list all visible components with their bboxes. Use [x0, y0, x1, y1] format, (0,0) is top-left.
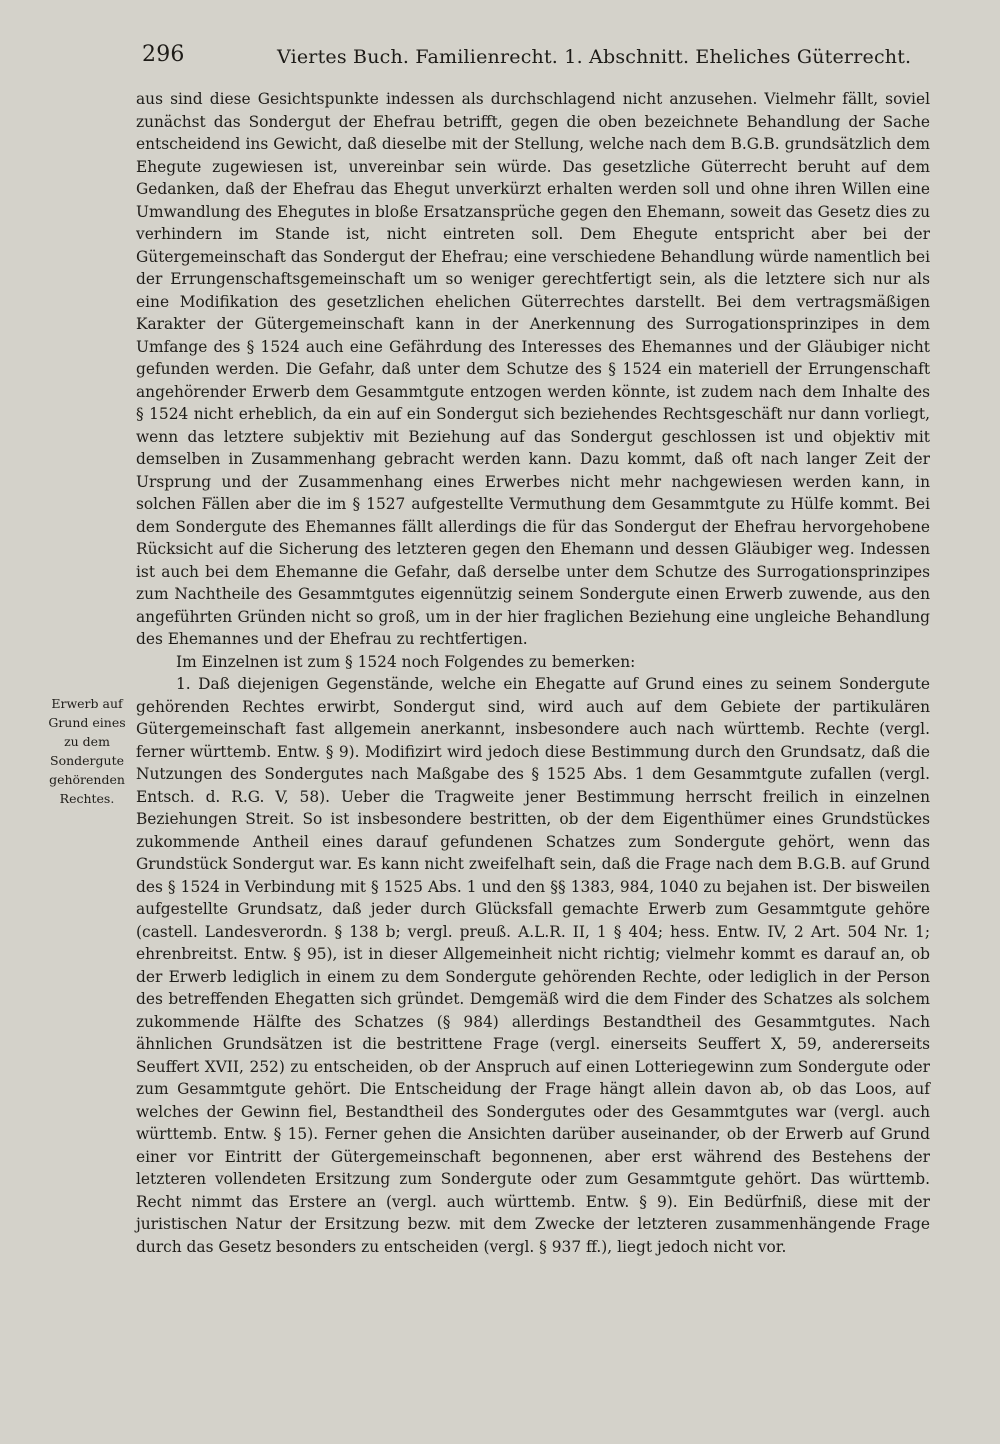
margin-note: Erwerb auf Grund eines zu dem Sondergute gehörenden Rechtes.: [48, 696, 126, 806]
body-text: [136, 88, 930, 1258]
running-head: [142, 42, 912, 74]
running-title: Viertes Buch. Familienrecht. 1. Abschnitt. Eheliches Güterrecht.: [277, 46, 912, 68]
paragraph-intro: Im Einzelnen ist zum § 1524 noch Folgendes zu bemerken:: [176, 652, 636, 671]
page-number: 296: [142, 42, 185, 67]
paragraph-point-1: 1. Daß diejenigen Gegenstände, welche ein Ehegatte auf Grund eines zu seinem Sondergute gehörenden Rechtes erwirbt, Sondergut sind, wird auch auf dem Gebiete der partikulären Gütergemeinschaft fast allgemein anerkannt, insbesondere auch nach württemb. Rechte (vergl. ferner württemb. Entw. § 9). Modifizirt wird jedoch diese Bestimmung durch den Grundsatz, daß die Nutzungen des Sondergutes nach Maßgabe des § 1525 Abs. 1 dem Gesammtgute zufallen (vergl. Entsch. d. R.G. V, 58). Ueber die Tragweite jener Bestimmung herrscht freilich in einzelnen Beziehungen Streit. So ist insbesondere bestritten, ob der dem Eigenthümer eines Grundstückes zukommende Antheil eines darauf gefundenen Schatzes zum Sondergute gehört, wenn das Grundstück Sondergut war. Es kann nicht zweifelhaft sein, daß die Frage nach dem B.G.B. auf Grund des § 1524 in Verbindung mit § 1525 Abs. 1 und den §§ 1383, 984, 1040 zu bejahen ist. Der bisweilen aufgestellte Grundsatz, daß jeder durch Glücksfall gemachte Erwerb zum Gesammtgute gehöre (castell. Landesverordn. § 138 b; vergl. preuß. A.L.R. II, 1 § 404; hess. Entw. IV, 2 Art. 504 Nr. 1; ehrenbreitst. Entw. § 95), ist in dieser Allgemeinheit nicht richtig; vielmehr kommt es darauf an, ob der Erwerb lediglich in einem zu dem Sondergute gehörenden Rechte, oder lediglich in der Person des betreffenden Ehegatten sich gründet. Demgemäß wird die dem Finder des Schatzes als solchem zukommende Hälfte des Schatzes (§ 984) allerdings Bestandtheil des Gesammtgutes. Nach ähnlichen Grundsätzen ist die bestrittene Frage (vergl. einerseits Seuffert X, 59, andererseits Seuffert XVII, 252) zu entscheiden, ob der Anspruch auf einen Lotteriegewinn zum Sondergute oder zum Gesammtgute gehört. Die Entscheidung der Frage hängt allein davon ab, ob das Loos, auf welches der Gewinn fiel, Bestandtheil des Sondergutes oder des Gesammtgutes war (vergl. auch württemb. Entw. § 15). Ferner gehen die Ansichten darüber auseinander, ob der Erwerb auf Grund einer vor Eintritt der Gütergemeinschaft begonnenen, aber erst während des Bestehens der letzteren vollendeten Ersitzung zum Sondergute oder zum Gesammtgute gehört. Das württemb. Recht nimmt das Erstere an (vergl. auch württemb. Entw. § 9). Ein Bedürfniß, diese mit der juristischen Natur der Ersitzung bezw. mit dem Zwecke der letzteren zusammenhängende Frage durch das Gesetz besonders zu entscheiden (vergl. § 937 ff.), liegt jedoch nicht vor.: [136, 675, 930, 1256]
paragraph-continuation: aus sind diese Gesichtspunkte indessen als durchschlagend nicht anzusehen. Vielmehr fällt, soviel zunächst das Sondergut der Ehefrau betrifft, gegen die oben bezeichnete Behandlung der Sache entscheidend ins Gewicht, daß dieselbe mit der Stellung, welche nach dem B.G.B. grundsätzlich dem Ehegute zugewiesen ist, unvereinbar sein würde. Das gesetzliche Güterrecht beruht auf dem Gedanken, daß der Ehefrau das Ehegut unverkürzt erhalten werden soll und ohne ihren Willen eine Umwandlung des Ehegutes in bloße Ersatzansprüche gegen den Ehemann, soweit das Gesetz dies zu verhindern im Stande ist, nicht eintreten soll. Dem Ehegute entspricht aber bei der Gütergemeinschaft das Sondergut der Ehefrau; eine verschiedene Behandlung würde namentlich bei der Errungenschaftsgemeinschaft um so weniger gerechtfertigt sein, als die letztere sich nur als eine Modifikation des gesetzlichen ehelichen Güterrechtes darstellt. Bei dem vertragsmäßigen Karakter der Gütergemeinschaft kann in der Anerkennung des Surrogationsprinzipes in dem Umfange des § 1524 auch eine Gefährdung des Interesses des Ehemannes und der Gläubiger nicht gefunden werden. Die Gefahr, daß unter dem Schutze des § 1524 ein materiell der Errungenschaft angehörender Erwerb dem Gesammtgute entzogen werden könnte, ist zudem nach dem Inhalte des § 1524 nicht erheblich, da ein auf ein Sondergut sich beziehendes Rechtsgeschäft nur dann vorliegt, wenn das letztere subjektiv mit Beziehung auf das Sondergut geschlossen ist und objektiv mit demselben in Zusammenhang gebracht werden kann. Dazu kommt, daß oft nach langer Zeit der Ursprung und der Zusammenhang eines Erwerbes nicht mehr nachgewiesen werden kann, in solchen Fällen aber die im § 1527 aufgestellte Vermuthung dem Gesammtgute zu Hülfe kommt. Bei dem Sondergute des Ehemannes fällt allerdings die für das Sondergut der Ehefrau hervorgehobene Rücksicht auf die Sicherung des letzteren gegen den Ehemann und dessen Gläubiger weg. Indessen ist auch bei dem Ehemanne die Gefahr, daß derselbe unter dem Schutze des Surrogationsprinzipes zum Nachtheile des Gesammtgutes eigennützig seinem Sondergute einen Erwerb zuwende, aus den angeführten Gründen nicht so groß, um in der hier fraglichen Beziehung eine ungleiche Behandlung des Ehemannes und der Ehefrau zu rechtfertigen.: [136, 90, 930, 648]
